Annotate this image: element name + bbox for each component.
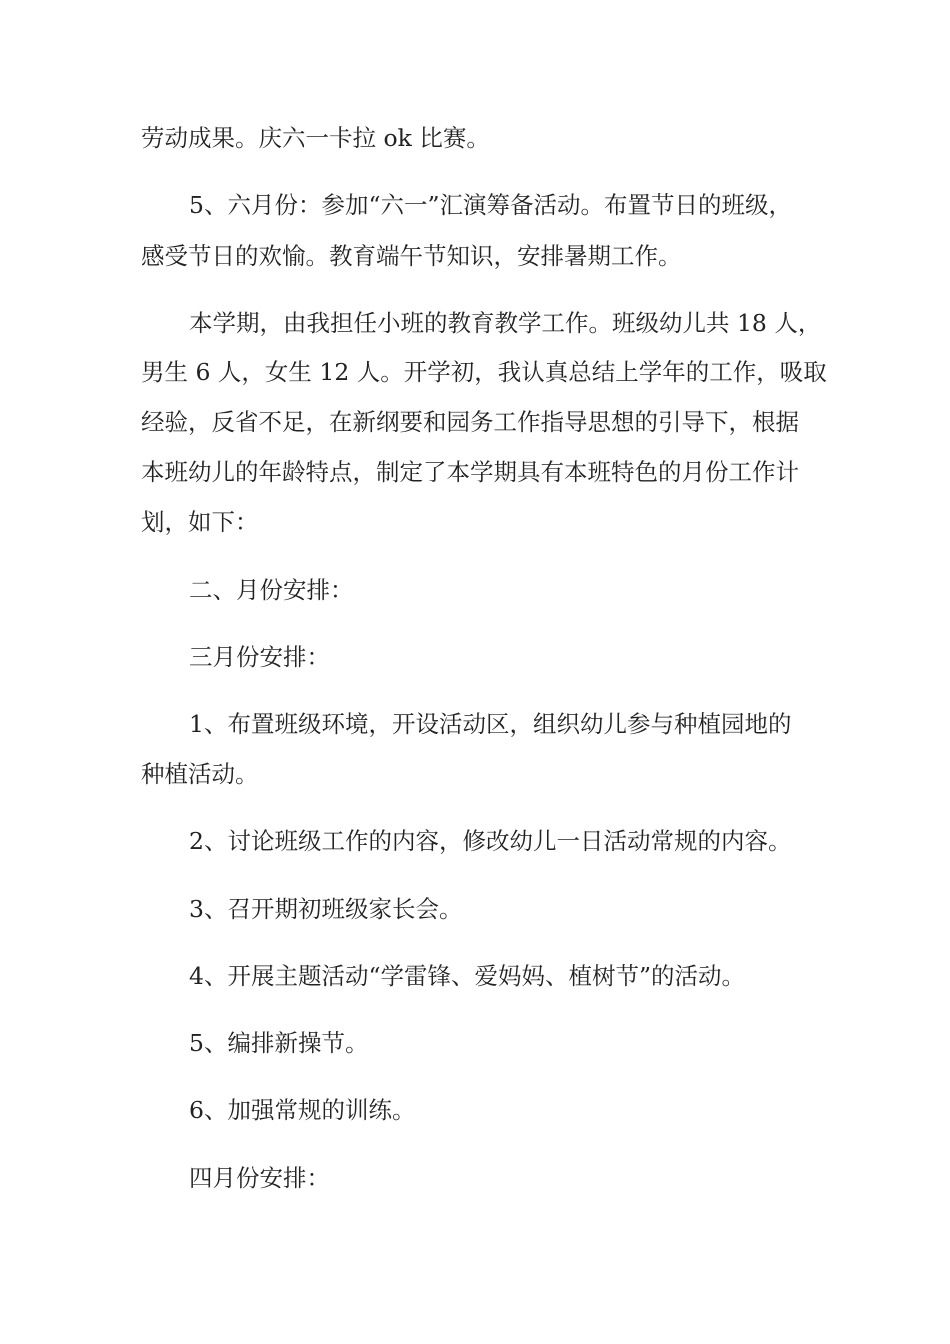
text-line: 本班幼儿的年龄特点，制定了本学期具有本班特色的月份工作计 (141, 458, 799, 486)
text-line: 本学期，由我担任小班的教育教学工作。班级幼儿共 18 人， (189, 309, 822, 337)
subsection-heading: 四月份安排： (189, 1164, 330, 1192)
list-item: 3、召开期初班级家长会。 (189, 895, 463, 923)
section-heading: 二、月份安排： (189, 576, 354, 604)
text-line: 劳动成果。庆六一卡拉 ok 比赛。 (141, 124, 490, 152)
text-line: 经验，反省不足，在新纲要和园务工作指导思想的引导下，根据 (141, 408, 799, 436)
list-item: 4、开展主题活动“学雷锋、爱妈妈、植树节”的活动。 (189, 962, 745, 990)
text-line: 感受节日的欢愉。教育端午节知识，安排暑期工作。 (141, 242, 682, 270)
text-line: 划，如下： (141, 508, 259, 536)
list-item: 6、加强常规的训练。 (189, 1096, 416, 1124)
text-line: 男生 6 人，女生 12 人。开学初，我认真总结上学年的工作，吸取 (141, 358, 827, 386)
list-item: 5、编排新操节。 (189, 1029, 369, 1057)
text-line: 5、六月份：参加“六一”汇演筹备活动。布置节日的班级， (189, 191, 792, 219)
list-item: 2、讨论班级工作的内容，修改幼儿一日活动常规的内容。 (189, 827, 792, 855)
list-item-continuation: 种植活动。 (141, 760, 259, 788)
subsection-heading: 三月份安排： (189, 643, 330, 671)
list-item: 1、布置班级环境，开设活动区，组织幼儿参与种植园地的 (189, 710, 792, 738)
